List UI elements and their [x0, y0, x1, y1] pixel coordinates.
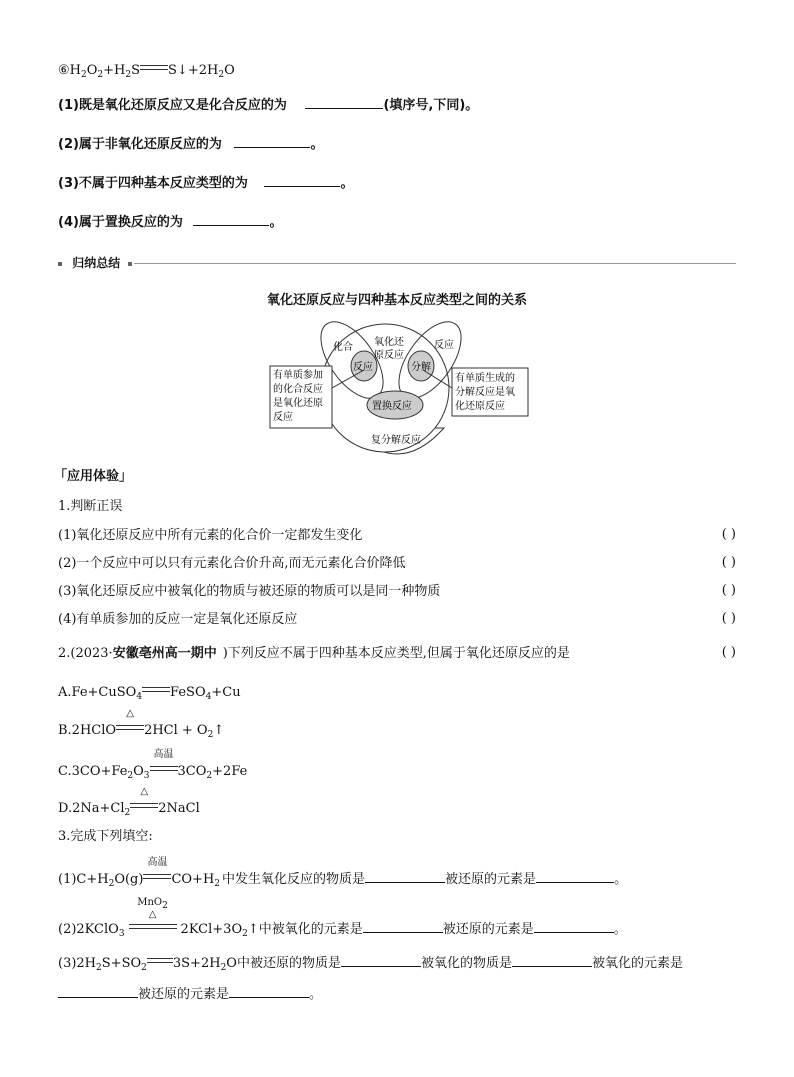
fill-question-1: (1)既是氧化还原反应又是化合反应的为 (填序号,下同)。 — [58, 94, 478, 115]
answer-blank[interactable] — [305, 94, 383, 109]
answer-paren[interactable]: ( ) — [721, 583, 736, 598]
q2-option-a: A.Fe+CuSO$_4$ FeSO$_4$+Cu — [58, 685, 241, 702]
decomposition-label: 分解 — [411, 362, 431, 373]
combination-label: 化合 — [333, 342, 353, 353]
left-note-line-4: 反应 — [273, 412, 293, 423]
left-note-line-1: 有单质参加 — [273, 370, 323, 381]
decomposition-reaction-label: 反应 — [434, 340, 454, 351]
q1-title: 1.判断正误 — [58, 499, 123, 514]
q2-source: 安徽亳州高一期中 — [112, 646, 217, 661]
answer-blank[interactable] — [512, 952, 592, 967]
answer-blank[interactable] — [365, 868, 445, 883]
q2-option-d: $D.2Na+Cl_2$ △ 2NaCl — [58, 786, 200, 818]
equation-6: $⑥H_2O_2+H_2S$ $S↓+2H_2O$ — [58, 63, 235, 80]
q2-stem: 2.(2023·安徽亳州高一期中 )下列反应不属于四种基本反应类型,但属于氧化还原反应的是 — [58, 646, 570, 661]
double-decomposition-label: 复分解反应 — [371, 435, 421, 446]
displacement-label: 置换反应 — [372, 401, 412, 412]
right-note-line-1: 有单质生成的 — [455, 373, 515, 384]
apply-heading: 「应用体验」 — [54, 469, 133, 484]
answer-blank[interactable] — [58, 983, 138, 998]
answer-blank[interactable] — [234, 133, 310, 148]
q3-part-2: (2)2KClO$_3$ MnO$_2$ △ $2KCl+3O_2↑$中被氧化的元素是 被还原的元素是 。 — [58, 897, 627, 939]
answer-blank[interactable] — [536, 868, 614, 883]
right-note-line-3: 化还原反应 — [455, 401, 505, 412]
q1-item-4: (4)有单质参加的反应一定是氧化还原反应 — [58, 612, 298, 627]
answer-paren[interactable]: ( ) — [721, 555, 736, 570]
q3-part-3-cont: 被还原的元素是 。 — [58, 983, 322, 1004]
left-note-line-3: 是氧化还原 — [273, 398, 323, 409]
section-divider — [134, 263, 736, 264]
answer-paren[interactable]: ( ) — [721, 611, 736, 626]
bullet-square-icon — [128, 262, 132, 266]
answer-blank[interactable] — [363, 918, 443, 933]
right-note-line-2: 分解反应是氧 — [455, 387, 515, 398]
answer-blank[interactable] — [193, 211, 269, 226]
left-note-line-2: 的化合反应 — [273, 384, 323, 395]
bullet-square-icon — [58, 262, 62, 266]
q1-item-1: (1)氧化还原反应中所有元素的化合价一定都发生变化 — [58, 528, 363, 543]
answer-blank[interactable] — [229, 983, 309, 998]
summary-title: 氧化还原反应与四种基本反应类型之间的关系 — [266, 293, 527, 308]
q3-part-3: $(3)2H_2S+SO_2$ $3S+2H_2O$中被还原的物质是 被氧化的物质是 被氧化的元素是 — [58, 952, 683, 973]
q3-title: 3.完成下列填空: — [58, 829, 153, 844]
fill-question-2: (2)属于非氧化还原反应的为 。 — [58, 133, 323, 154]
q1-item-3: (3)氧化还原反应中被氧化的物质与被还原的物质可以是同一种物质 — [58, 584, 441, 599]
summary-heading: 归纳总结 — [58, 254, 132, 272]
q1-item-2: (2)一个反应中可以只有元素化合价升高,而无元素化合价降低 — [58, 556, 406, 571]
answer-paren[interactable]: ( ) — [721, 645, 736, 660]
fill-question-3: (3)不属于四种基本反应类型的为 。 — [58, 172, 353, 193]
q2-option-c: $C.3CO+Fe_2O_3$ 高温 $3CO_2+2Fe$ — [58, 749, 248, 781]
answer-blank[interactable] — [534, 918, 614, 933]
redox-label-1: 氧化还 — [374, 337, 404, 348]
redox-relationship-diagram — [0, 318, 794, 478]
answer-blank[interactable] — [264, 172, 340, 187]
q2-option-b: B.2HClO △ $2HCl + O_2↑$ — [58, 708, 225, 740]
redox-label-2: 原反应 — [374, 350, 404, 361]
q3-part-1: $(1)C+H_2O(g)$ 高温 $CO+H_2$ 中发生氧化反应的物质是 被还原的元素是 。 — [58, 857, 628, 889]
answer-paren[interactable]: ( ) — [721, 527, 736, 542]
answer-blank[interactable] — [341, 952, 421, 967]
fill-question-4: (4)属于置换反应的为 。 — [58, 211, 282, 232]
combination-reaction-label: 反应 — [353, 362, 373, 373]
